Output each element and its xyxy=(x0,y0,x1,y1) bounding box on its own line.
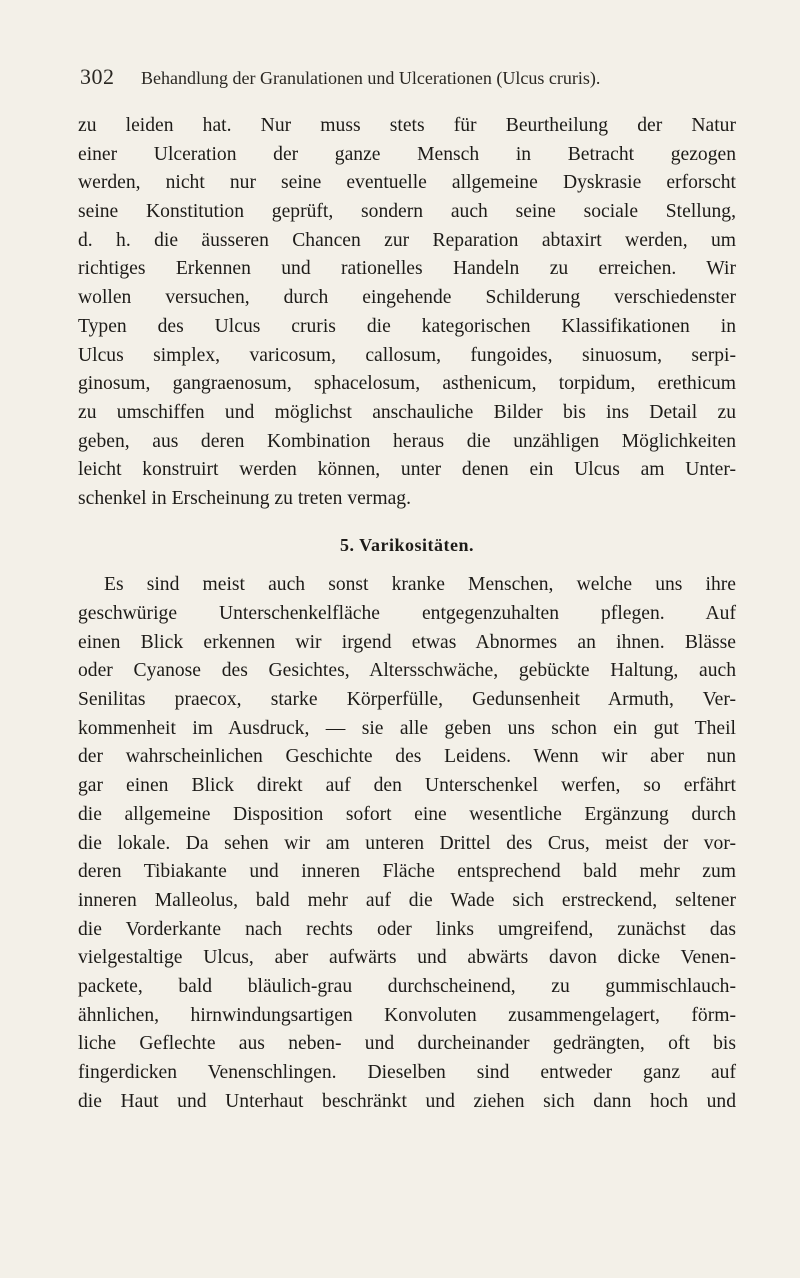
text-line: schenkel in Erscheinung zu treten vermag. xyxy=(78,487,411,509)
running-title: Behandlung der Granulationen und Ulcerationen (Ulcus cruris). xyxy=(141,68,601,88)
text-line: richtiges Erkennen und rationelles Handeln zu erreichen. Wir xyxy=(78,258,736,280)
text-line: seine Konstitution geprüft, sondern auch seine sociale Stellung, xyxy=(78,201,736,223)
text-line: ginosum, gangraenosum, sphacelosum, asthenicum, torpidum, erethicum xyxy=(78,373,736,395)
text-line: werden, nicht nur seine eventuelle allgemeine Dyskrasie erforscht xyxy=(78,172,736,194)
text-line: Es sind meist auch sonst kranke Menschen, welche uns ihre xyxy=(104,574,736,596)
text-line: liche Geflechte aus neben- und durcheinander gedrängten, oft bis xyxy=(78,1033,736,1055)
text-line: leicht konstruirt werden können, unter denen ein Ulcus am Unter- xyxy=(78,459,736,481)
text-line: d. h. die äusseren Chancen zur Reparation abtaxirt werden, um xyxy=(78,229,736,251)
text-line: wollen versuchen, durch eingehende Schilderung verschiedenster xyxy=(78,287,736,309)
text-line: ähnlichen, hirnwindungsartigen Konvoluten zusammengelagert, förm- xyxy=(78,1004,736,1026)
text-line: die allgemeine Disposition sofort eine wesentliche Ergänzung durch xyxy=(78,803,736,825)
page-body xyxy=(78,112,736,1116)
text-line: oder Cyanose des Gesichtes, Altersschwäche, gebückte Haltung, auch xyxy=(78,660,736,682)
text-line: einer Ulceration der ganze Mensch in Betracht gezogen xyxy=(78,143,736,165)
text-line: packete, bald bläulich-grau durchscheinend, zu gummischlauch- xyxy=(78,975,736,997)
text-line: zu leiden hat. Nur muss stets für Beurtheilung der Natur xyxy=(78,115,736,136)
text-line: deren Tibiakante und inneren Fläche entsprechend bald mehr zum xyxy=(78,861,736,883)
paragraph-2 xyxy=(78,571,736,1116)
text-line: geschwürige Unterschenkelfläche entgegenzuhalten pflegen. Auf xyxy=(78,603,736,624)
text-line: vielgestaltige Ulcus, aber aufwärts und abwärts davon dicke Venen- xyxy=(78,947,736,969)
text-line: kommenheit im Ausdruck, — sie alle geben uns schon ein gut Theil xyxy=(78,717,736,739)
text-line: Typen des Ulcus cruris die kategorischen Klassifikationen in xyxy=(78,315,736,337)
text-line: zu umschiffen und möglichst anschauliche Bilder bis ins Detail zu xyxy=(78,401,736,423)
running-header xyxy=(80,64,730,90)
text-line: Ulcus simplex, varicosum, callosum, fungoides, sinuosum, serpi- xyxy=(78,344,736,366)
text-line: inneren Malleolus, bald mehr auf die Wade sich erstreckend, seltener xyxy=(78,889,736,911)
text-line: die Vorderkante nach rechts oder links umgreifend, zunächst das xyxy=(78,918,736,940)
text-line: der wahrscheinlichen Geschichte des Leidens. Wenn wir aber nun xyxy=(78,746,736,768)
text-line: die lokale. Da sehen wir am unteren Drittel des Crus, meist der vor- xyxy=(78,832,736,854)
text-line: geben, aus deren Kombination heraus die unzähligen Möglichkeiten xyxy=(78,430,736,452)
text-line: die Haut und Unterhaut beschränkt und ziehen sich dann hoch und xyxy=(78,1090,736,1112)
page-number: 302 xyxy=(80,64,115,89)
text-line: gar einen Blick direkt auf den Unterschenkel werfen, so erfährt xyxy=(78,775,736,797)
text-line: Senilitas praecox, starke Körperfülle, Gedunsenheit Armuth, Ver- xyxy=(78,689,736,711)
section-heading: 5. Varikositäten. xyxy=(339,534,475,555)
text-line: einen Blick erkennen wir irgend etwas Abnormes an ihnen. Blässe xyxy=(78,631,736,653)
paragraph-1 xyxy=(78,112,736,514)
text-line: fingerdicken Venenschlingen. Dieselben sind entweder ganz auf xyxy=(78,1062,736,1083)
